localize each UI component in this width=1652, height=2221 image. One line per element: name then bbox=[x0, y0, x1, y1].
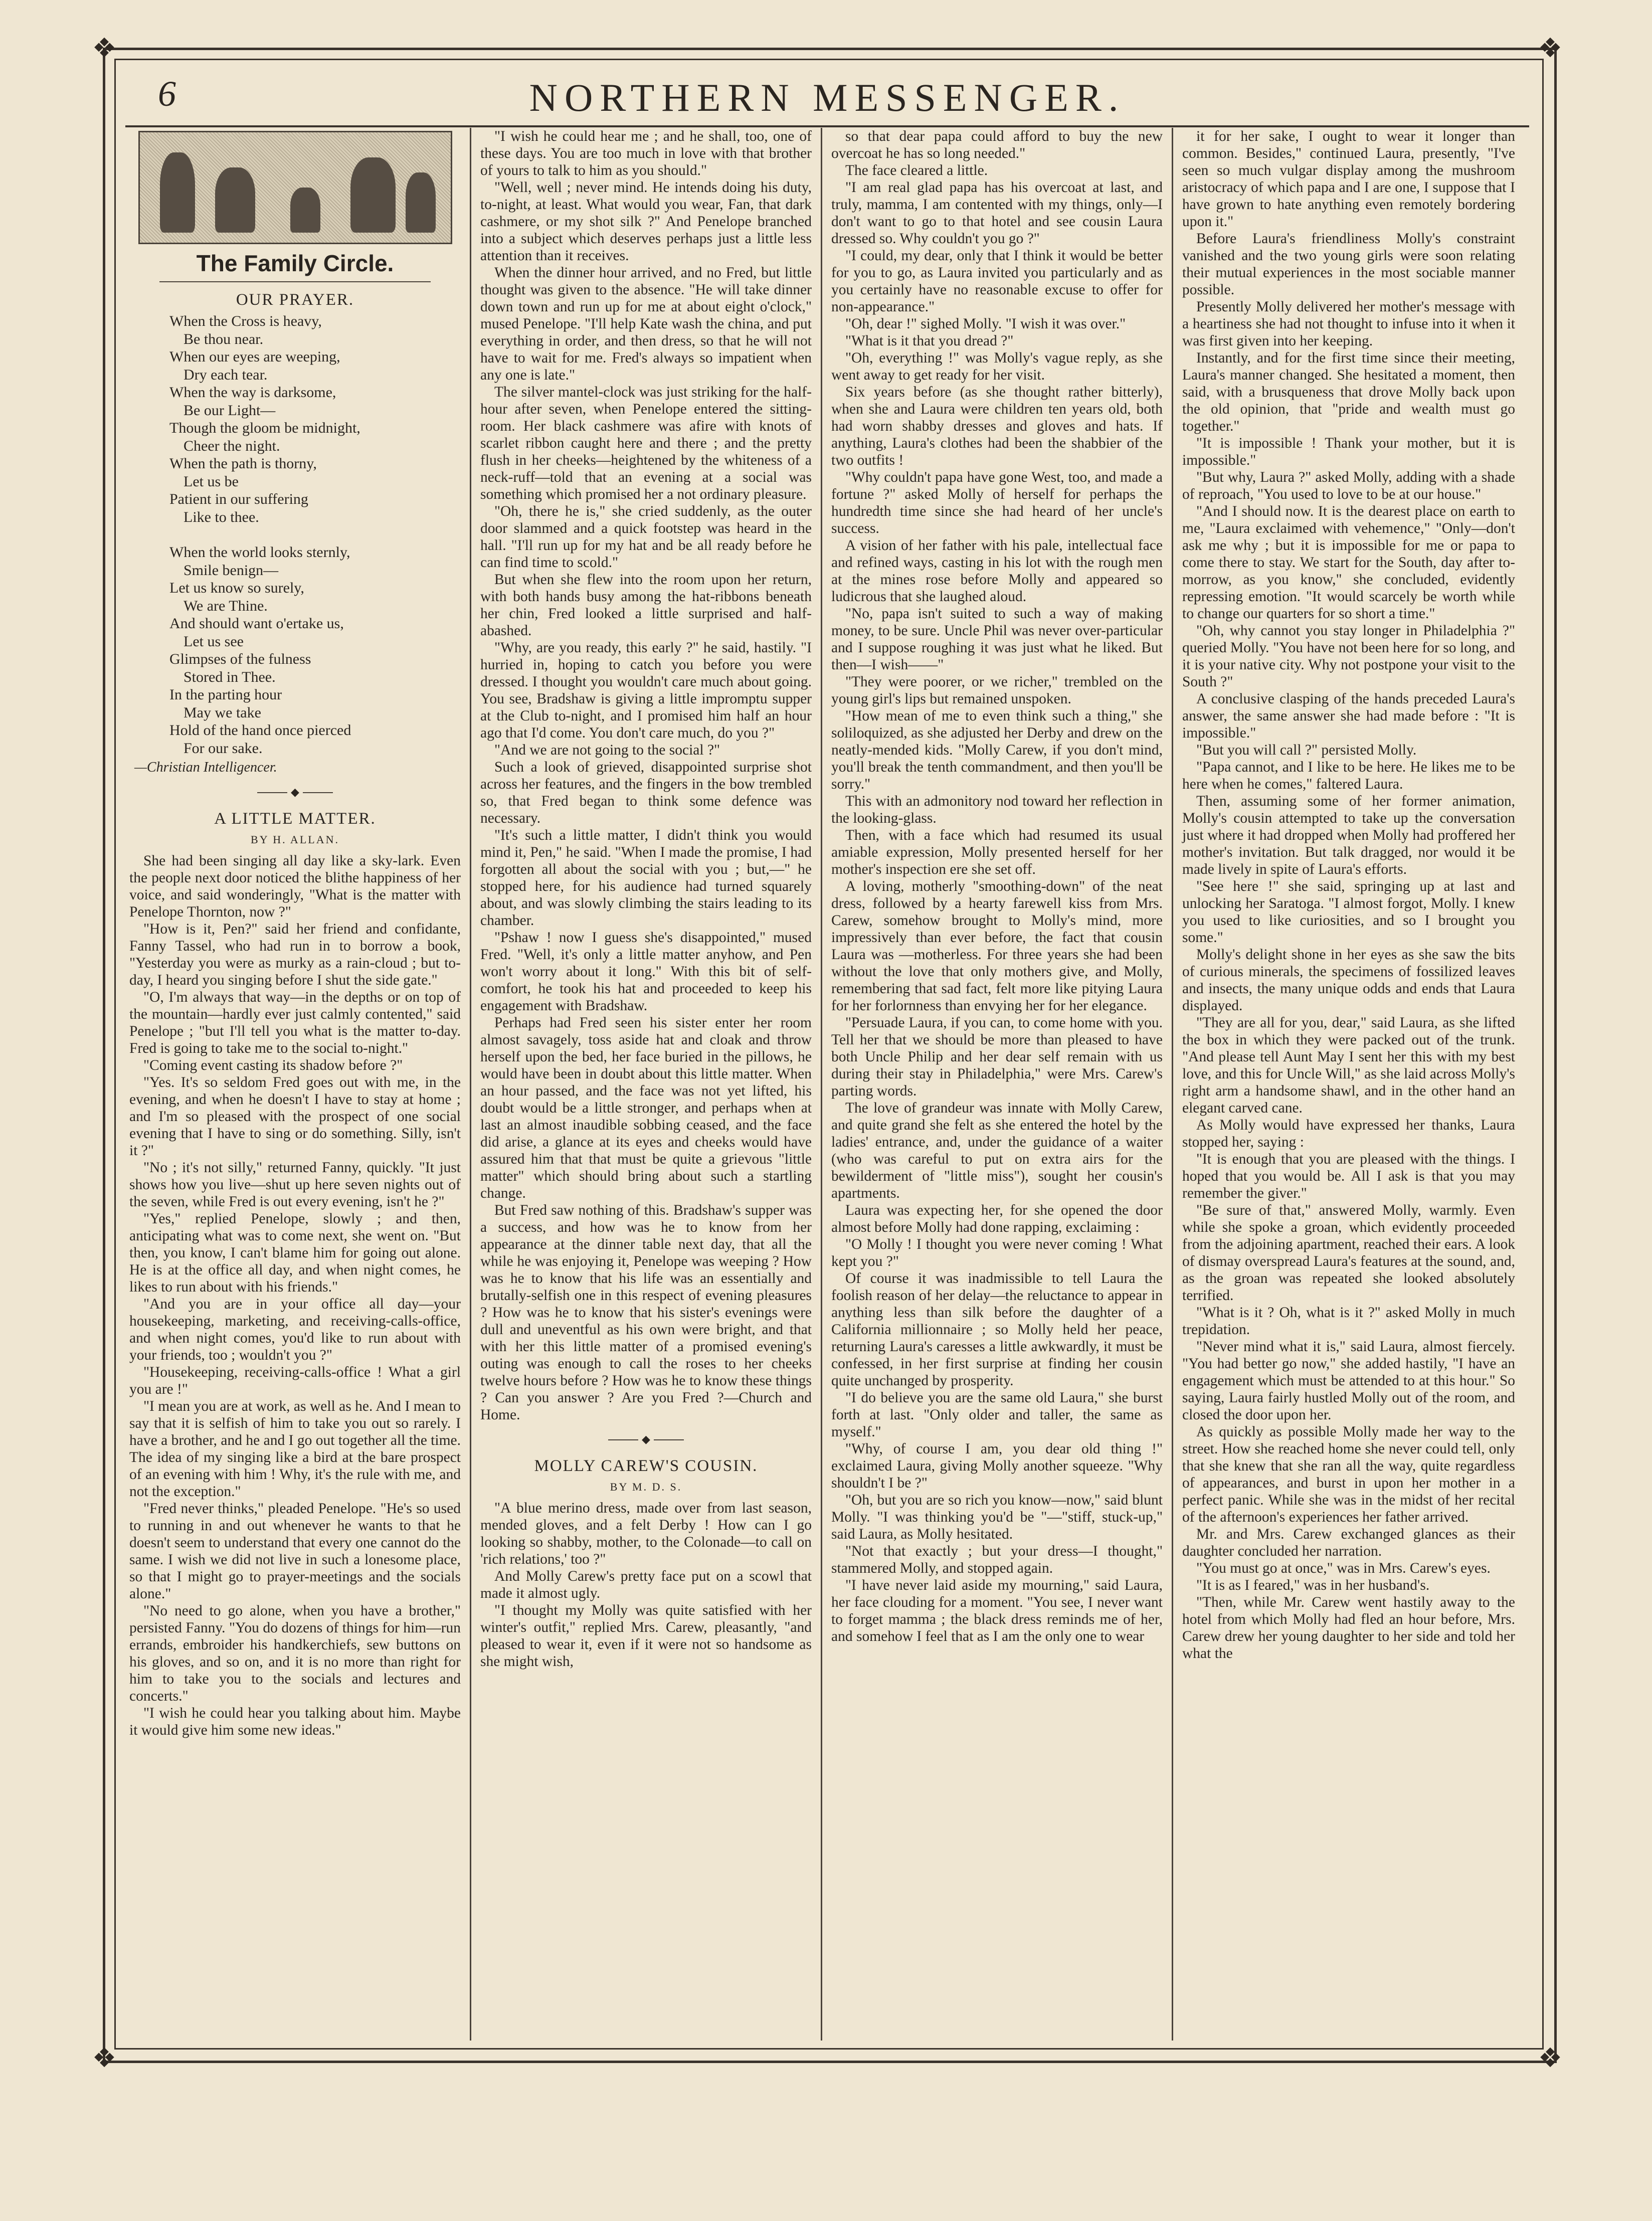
masthead-title: NORTHERN MESSENGER. bbox=[529, 76, 1126, 119]
section-title: The Family Circle. bbox=[196, 250, 394, 276]
story-byline: BY H. ALLAN. bbox=[251, 833, 339, 846]
poem-line: Be our Light— bbox=[183, 402, 276, 419]
poem-line: When the Cross is heavy, bbox=[169, 313, 322, 329]
paragraph: "See here !" she said, springing up at last and unlocking her Saratoga. "I almost forgot, Molly. I knew you used to like curiosities, and so I brought you some." bbox=[1182, 878, 1515, 946]
column-1 bbox=[120, 128, 471, 2041]
paragraph: "Oh, but you are so rich you know—now," said blunt Molly. "I was thinking you'd be "—"stiff, stuck-up," said Laura, as Molly hesitated. bbox=[831, 1492, 1163, 1542]
paragraph: "Why, of course I am, you dear old thing !" exclaimed Laura, giving Molly another squeeze. "Why shouldn't I be ?" bbox=[831, 1441, 1163, 1491]
paragraph: "Oh, there he is," she cried suddenly, as the outer door slammed and a quick footstep was heard in the hall. "I'll run up for my hat and be all ready before he can find time to scold." bbox=[480, 503, 812, 571]
paragraph: "Yes. It's so seldom Fred goes out with me, in the evening, and when he doesn't I have to stay at home ; and I'm so pleased with the prospect of one social evening that I have to sing or do something. Silly, isn't it ?" bbox=[129, 1074, 461, 1159]
poem-line: Hold of the hand once pierced bbox=[169, 722, 351, 738]
paragraph: "How is it, Pen?" said her friend and confidante, Fanny Tassel, who had run in to borrow a book, "Yesterday you were as murky as a rain-cloud ; but to-day, I heard you singing before I shut the side gate." bbox=[129, 921, 461, 988]
poem-line: May we take bbox=[183, 704, 261, 721]
paragraph: "Oh, everything !" was Molly's vague reply, as she went away to get ready for her visit. bbox=[831, 350, 1163, 383]
paragraph: As quickly as possible Molly made her way to the street. How she reached home she never could tell, only that she knew that she ran all the way, quite regardless of appearances, and burst in upon her mother in a perfect panic. While she was in the midst of her recital of the afternoon's experiences her father arrived. bbox=[1182, 1424, 1515, 1525]
paragraph: "I wish he could hear you talking about him. Maybe it would give him some new ideas." bbox=[129, 1705, 461, 1738]
paragraph: "Why, are you ready, this early ?" he said, hastily. "I hurried in, hoping to catch you before you were dressed. I thought you wouldn't care much about going. You see, Bradshaw is giving a little impromptu supper at the Club to-night, and I promised him half an hour ago that I'd come. You don't care much, do you ?" bbox=[480, 640, 812, 741]
divider-ornament-icon: ◆ bbox=[291, 786, 299, 799]
paragraph: As Molly would have expressed her thanks, Laura stopped her, saying : bbox=[1182, 1117, 1515, 1150]
family-circle-illustration bbox=[138, 131, 452, 244]
section-rule bbox=[159, 281, 431, 282]
paragraph: "They were poorer, or we richer," trembled on the young girl's lips but remained unspoken. bbox=[831, 674, 1163, 707]
corner-ornament-icon: ❖ bbox=[92, 32, 117, 64]
paragraph: "It's such a little matter, I didn't think you would mind it, Pen," he said. "When I made the promise, I had forgotten all about the social with you ; but,—" he stopped here, for his audience had turned squarely about, and was slowly climbing the stairs leading to its chamber. bbox=[480, 827, 812, 929]
poem-line: Smile benign— bbox=[183, 562, 279, 579]
paragraph: "What is it that you dread ?" bbox=[845, 333, 1014, 349]
paragraph: "And you are in your office all day—your housekeeping, marketing, and receiving-calls-office, and when night comes, you'd like to run about with your friends, too ; wouldn't you ?" bbox=[129, 1296, 461, 1363]
poem-body bbox=[169, 312, 461, 757]
story-title: MOLLY CAREW'S COUSIN. bbox=[534, 1457, 758, 1475]
paragraph: "Well, well ; never mind. He intends doing his duty, to-night, at least. What would you wear, Fan, that dark cashmere, or my shot silk ?" And Penelope branched into a subject which deserves perhaps just a little less attention than it receives. bbox=[480, 179, 812, 264]
poem-source: —Christian Intelligencer. bbox=[134, 760, 277, 775]
paragraph: "I could, my dear, only that I think it would be better for you to go, as Laura invited you particularly and as you certainly have no reasonable excuse to offer for non-appearance." bbox=[831, 248, 1163, 315]
corner-ornament-icon: ❖ bbox=[1538, 32, 1563, 64]
paragraph: "No need to go alone, when you have a brother," persisted Fanny. "You do dozens of things for him—run errands, embroider his handkerchiefs, sew buttons on his gloves, and so on, and it is no more than right for him to take you to the socials and lectures and concerts." bbox=[129, 1603, 461, 1704]
paragraph: A loving, motherly "smoothing-down" of the neat dress, followed by a hearty farewell kiss from Mrs. Carew, somehow brought to Molly's mind, more impressively than ever before, the fact that cousin Laura was —motherless. For three years she had been without the love that only mothers give, and Molly, remembering that sad fact, felt more like pitying Laura for her forlornness than envying her for her elegance. bbox=[831, 878, 1163, 1014]
poem-line: Let us see bbox=[183, 633, 244, 650]
poem-line: When the world looks sternly, bbox=[169, 544, 350, 561]
paragraph: Before Laura's friendliness Molly's constraint vanished and the two young girls were soon relating their mutual experiences in the most sociable manner possible. bbox=[1182, 231, 1515, 298]
paragraph: Of course it was inadmissible to tell Laura the foolish reason of her delay—the reluctance to appear in anything less than silk before the daughter of a California millionnaire ; so Molly held her peace, returning Laura's caresses a little awkwardly, it must be confessed, in her first surprise at finding her cousin quite unchanged by prosperity. bbox=[831, 1270, 1163, 1389]
column-3 bbox=[822, 128, 1173, 2041]
poem-line: For our sake. bbox=[183, 739, 263, 757]
poem-line: Like to thee. bbox=[183, 508, 259, 525]
poem-line: Let us be bbox=[183, 473, 239, 490]
paragraph: Instantly, and for the first time since their meeting, Laura's manner changed. She hesitated a moment, then said, with a brusqueness that drove Molly back upon the old opinion, that "pride and wealth must go together." bbox=[1182, 350, 1515, 434]
paragraph: Presently Molly delivered her mother's message with a heartiness she had not thought to infuse into it when it was first given into her keeping. bbox=[1182, 299, 1515, 349]
paragraph: But when she flew into the room upon her return, with both hands busy among the hat-ribbons beneath her chin, Fred looked a little surprised and half-abashed. bbox=[480, 572, 812, 639]
paragraph: "Never mind what it is," said Laura, almost fiercely. "You had better go now," she added hastily, "I have an engagement which must be attended to at this hour." So saying, Laura fairly hustled Molly out of the room, and closed the door upon her. bbox=[1182, 1339, 1515, 1423]
poem-line: Stored in Thee. bbox=[183, 668, 276, 685]
paragraph: When the dinner hour arrived, and no Fred, but little thought was given to the absence. "He will take dinner down town and run up for me at about eight o'clock," mused Penelope. "I'll help Kate wash the china, and put everything in order, and then dress, so that he will not have to wait for me. Fred's always so impatient when any one is late." bbox=[480, 265, 812, 383]
paragraph: "Coming event casting its shadow before ?" bbox=[143, 1057, 403, 1073]
paragraph: it for her sake, I ought to wear it longer than common. Besides," continued Laura, presently, "I've seen so much vulgar display among the mushroom aristocracy of which papa and I are one, I suppose that I have grown to hate anything even remotely bordering upon it." bbox=[1182, 128, 1515, 230]
paragraph: Then, assuming some of her former animation, Molly's cousin attempted to take up the conversation just where it had dropped when Molly had proffered her mother's invitation. But talk dragged, nor would it be made lively in spite of Laura's efforts. bbox=[1182, 793, 1515, 877]
paragraph: "What is it ? Oh, what is it ?" asked Molly in much trepidation. bbox=[1182, 1305, 1515, 1338]
story-byline: BY M. D. S. bbox=[610, 1480, 682, 1493]
paragraph: "I have never laid aside my mourning," said Laura, her face clouding for a moment. "You see, I never want to forget mamma ; the black dress reminds me of her, and somehow I feel that as I am the only one to wear bbox=[831, 1577, 1163, 1644]
paragraph: "Why couldn't papa have gone West, too, and made a fortune ?" asked Molly of herself for perhaps the hundredth time since she had heard of her uncle's success. bbox=[831, 469, 1163, 536]
paragraph: "Not that exactly ; but your dress—I thought," stammered Molly, and stopped again. bbox=[831, 1543, 1163, 1576]
poem-line: In the parting hour bbox=[169, 686, 282, 703]
column-4 bbox=[1173, 128, 1524, 2041]
paragraph: "Then, while Mr. Carew went hastily away to the hotel from which Molly had fled an hour before, Mrs. Carew drew her young daughter to her side and told her what the bbox=[1182, 1594, 1515, 1661]
paragraph: "Oh, why cannot you stay longer in Philadelphia ?" queried Molly. "You have not been here for so long, and it is your native city. Why not postpone your visit to the South ?" bbox=[1182, 623, 1515, 690]
paragraph: Perhaps had Fred seen his sister enter her room almost savagely, toss aside hat and cloak and throw herself upon the bed, her face buried in the pillows, he would have been in doubt about this little matter. When an hour passed, and the face was not yet lifted, his doubt would be a little stronger, and perhaps when at last an almost inaudible sobbing ceased, and the face did arise, a glance at its eyes and cheeks would have assured him that that must be quite a grievous "little matter" which should bring about such a startling change. bbox=[480, 1015, 812, 1201]
paragraph: Molly's delight shone in her eyes as she saw the bits of curious minerals, the specimens of fossilized leaves and insects, the many unique odds and ends that Laura displayed. bbox=[1182, 947, 1515, 1014]
paragraph: "Yes," replied Penelope, slowly ; and then, anticipating what was to come next, she went on. "But then, you know, I can't blame him for going out alone. He is at the office all day, and when night comes, he likes to run about with his friends." bbox=[129, 1211, 461, 1295]
paragraph: "You must go at once," was in Mrs. Carew's eyes. bbox=[1196, 1560, 1491, 1576]
paragraph: "I do believe you are the same old Laura," she burst forth at last. "Only older and taller, the same as myself." bbox=[831, 1390, 1163, 1440]
paragraph: "Be sure of that," answered Molly, warmly. Even while she spoke a groan, which evidently proceeded from the adjoining apartment, reached their ears. A look of dismay overspread Laura's features at the sound, and, as the groan was repeated she looked absolutely terrified. bbox=[1182, 1202, 1515, 1304]
paragraph: The love of grandeur was innate with Molly Carew, and quite grand she felt as she entered the hotel by the ladies' entrance, and, under the guidance of a waiter (who was careful to put on extra airs for the bewilderment of "little miss"), sought her cousin's apartments. bbox=[831, 1100, 1163, 1201]
story-title: A LITTLE MATTER. bbox=[214, 810, 376, 828]
paragraph: "They are all for you, dear," said Laura, as she lifted the box in which they were packed out of the trunk. "And please tell Aunt May I sent her this with my best love, and this for Uncle Will," as she laid across Molly's right arm a handsome shawl, and in the other hand an elegant carved cane. bbox=[1182, 1015, 1515, 1116]
paragraph: Such a look of grieved, disappointed surprise shot across her features, and the fingers in the bow trembled so, that Fred began to think some defence was necessary. bbox=[480, 759, 812, 826]
paragraph: "I mean you are at work, as well as he. And I mean to say that it is selfish of him to take you out so rarely. I have a brother, and he and I go out together all the time. The idea of my singing like a bird at the bare prospect of an evening with him ! Why, it's the rule with me, and not the exception." bbox=[129, 1398, 461, 1500]
paragraph: A conclusive clasping of the hands preceded Laura's answer, the same answer she had made before : "It is impossible." bbox=[1182, 691, 1515, 741]
paragraph: Mr. and Mrs. Carew exchanged glances as their daughter concluded her narration. bbox=[1182, 1526, 1515, 1559]
page-number: 6 bbox=[158, 74, 176, 114]
paragraph: "No, papa isn't suited to such a way of making money, to be sure. Uncle Phil was never over-particular and I suppose roughing it was just what he liked. But then—I wish——" bbox=[831, 606, 1163, 673]
paragraph: "Housekeeping, receiving-calls-office ! What a girl you are !" bbox=[129, 1364, 461, 1397]
paragraph: "Persuade Laura, if you can, to come home with you. Tell her that we should be more than pleased to have both Uncle Philip and her dear self remain with us during their stay in Philadelphia," were Mrs. Carew's parting words. bbox=[831, 1015, 1163, 1099]
divider-ornament-icon: ◆ bbox=[642, 1433, 650, 1446]
poem-line: Dry each tear. bbox=[183, 366, 268, 383]
paragraph: "I thought my Molly was quite satisfied with her winter's outfit," replied Mrs. Carew, pleasantly, "and pleased to wear it, even if it were not so handsome as she might wish, bbox=[480, 1602, 812, 1670]
paragraph: She had been singing all day like a sky-lark. Even the people next door noticed the blithe happiness of her voice, and said wonderingly, "What is the matter with Penelope Thornton, now ?" bbox=[129, 853, 461, 920]
paragraph: "A blue merino dress, made over from last season, mended gloves, and a felt Derby ! How can I go looking so shabby, mother, to the Colonade—to call on 'rich relations,' too ?" bbox=[480, 1500, 812, 1567]
poem-line: And should want o'ertake us, bbox=[169, 615, 344, 632]
paragraph: "It is impossible ! Thank your mother, but it is impossible." bbox=[1182, 435, 1515, 468]
poem-line: Though the gloom be midnight, bbox=[169, 420, 360, 436]
article-columns bbox=[120, 128, 1532, 2041]
paragraph: The face cleared a little. bbox=[845, 162, 988, 178]
poem-line: When the path is thorny, bbox=[169, 455, 317, 472]
paragraph: "I wish he could hear me ; and he shall, too, one of these days. You are too much in love with that brother of yours to talk to him as you should." bbox=[480, 128, 812, 178]
paragraph: so that dear papa could afford to buy the new overcoat he has so long needed." bbox=[831, 128, 1163, 161]
poem-line: When the way is darksome, bbox=[169, 384, 336, 401]
paragraph: Then, with a face which had resumed its usual amiable expression, Molly presented herself for her mother's inspection ere she set off. bbox=[831, 827, 1163, 877]
paragraph: "I am real glad papa has his overcoat at last, and truly, mamma, I am contented with my things, only—I don't want to go to that hotel and see cousin Laura dressed so. Why couldn't you go ?" bbox=[831, 179, 1163, 247]
paragraph: "It is as I feared," was in her husband's. bbox=[1196, 1577, 1430, 1593]
paragraph: "O, I'm always that way—in the depths or on top of the mountain—hardly ever just calmly contented," said Penelope ; "but I'll tell you what is the matter to-day. Fred is going to take me to the social to-night." bbox=[129, 989, 461, 1056]
paragraph: "Papa cannot, and I like to be here. He likes me to be here when he comes," faltered Laura. bbox=[1182, 759, 1515, 792]
paragraph: "Oh, dear !" sighed Molly. "I wish it was over." bbox=[845, 316, 1126, 332]
paragraph: This with an admonitory nod toward her reflection in the looking-glass. bbox=[831, 793, 1163, 826]
poem-line: Let us know so surely, bbox=[169, 580, 304, 596]
paragraph: "It is enough that you are pleased with the things. I hoped that you would be. All I ask is that you may remember the giver." bbox=[1182, 1151, 1515, 1201]
corner-ornament-icon: ❖ bbox=[92, 2042, 117, 2074]
paragraph: "And we are not going to the social ?" bbox=[494, 742, 720, 758]
paragraph: "And I should now. It is the dearest place on earth to me, "Laura exclaimed with vehemence," "Only—don't ask me why ; but it is impossible for me or papa to come there to stay. We start for the South, day after to-morrow, as you know," she concluded, evidently repressing emotion. "It would scarcely be worth while to change our quarters for so short a time." bbox=[1182, 503, 1515, 622]
paragraph: A vision of her father with his pale, intellectual face and refined ways, casting in his lot with the rough men at the mines rose before Molly and appeared so ludicrous that she laughed aloud. bbox=[831, 537, 1163, 605]
paragraph: "How mean of me to even think such a thing," she soliloquized, as she adjusted her Derby and drew on the neatly-mended kids. "Molly Carew, if you don't mind, you'll break the tenth commandment, and then you'll be sorry." bbox=[831, 708, 1163, 792]
poem-line: We are Thine. bbox=[183, 597, 268, 614]
corner-ornament-icon: ❖ bbox=[1538, 2042, 1563, 2074]
poem-line: Be thou near. bbox=[183, 330, 264, 347]
paragraph: "But why, Laura ?" asked Molly, adding with a shade of reproach, "You used to love to be at our house." bbox=[1182, 469, 1515, 502]
paragraph: "O Molly ! I thought you were never coming ! What kept you ?" bbox=[831, 1236, 1163, 1269]
paragraph: "But you will call ?" persisted Molly. bbox=[1196, 742, 1417, 758]
paragraph: "No ; it's not silly," returned Fanny, quickly. "It just shows how you live—shut up here seven nights out of the seven, while Fred is out every evening, isn't he ?" bbox=[129, 1160, 461, 1210]
paragraph: "Fred never thinks," pleaded Penelope. "He's so used to running in and out whenever he wants to that he doesn't seem to understand that every one cannot do the same. I wish we did not live in such a lonesome place, so that I might go to prayer-meetings and the socials alone." bbox=[129, 1501, 461, 1602]
divider bbox=[129, 784, 461, 801]
paragraph: Six years before (as she thought rather bitterly), when she and Laura were children ten years old, both had worn shabby dresses and gloves and hats. If anything, Laura's clothes had been the shabbier of the two outfits ! bbox=[831, 384, 1163, 468]
paragraph: But Fred saw nothing of this. Bradshaw's supper was a success, and how was he to know from her appearance at the dinner table next day, that all the while he was enjoying it, Penelope was weeping ? How was he to know that his life was an essentially and brutally-selfish one in this respect of evening pleasures ? How was he to know that his sister's evenings were dull and uneventful as his own were bright, and that with her this little matter of a promised evening's outing was enough to call the roses to her cheeks twelve hours before ? How was he to know these things ? Can you answer ? Are you Fred ?—Church and Home. bbox=[480, 1202, 812, 1423]
poem-line: Patient in our suffering bbox=[169, 491, 308, 507]
poem-line: When our eyes are weeping, bbox=[169, 348, 340, 365]
paragraph: And Molly Carew's pretty face put on a scowl that made it almost ugly. bbox=[480, 1568, 812, 1601]
divider bbox=[480, 1431, 812, 1448]
poem-line: Glimpses of the fulness bbox=[169, 651, 311, 667]
poem-title: OUR PRAYER. bbox=[236, 291, 354, 309]
paragraph: "Pshaw ! now I guess she's disappointed," mused Fred. "Well, it's only a little matter anyhow, and Pen won't worry about it long." With this bit of self-comfort, he took his hat and proceeded to keep his engagement with Bradshaw. bbox=[480, 930, 812, 1014]
paragraph: The silver mantel-clock was just striking for the half-hour after seven, when Penelope entered the sitting-room. Her black cashmere was afire with knots of scarlet ribbon caught here and there ; and the pretty flush in her cheeks—heightened by the whiteness of a neck-ruff—told that an evening at a social was something which promised her a not ordinary pleasure. bbox=[480, 384, 812, 502]
poem-line: Cheer the night. bbox=[183, 437, 280, 454]
paragraph: Laura was expecting her, for she opened the door almost before Molly had done rapping, exclaiming : bbox=[831, 1202, 1163, 1235]
page-header bbox=[125, 70, 1529, 127]
column-2 bbox=[471, 128, 822, 2041]
